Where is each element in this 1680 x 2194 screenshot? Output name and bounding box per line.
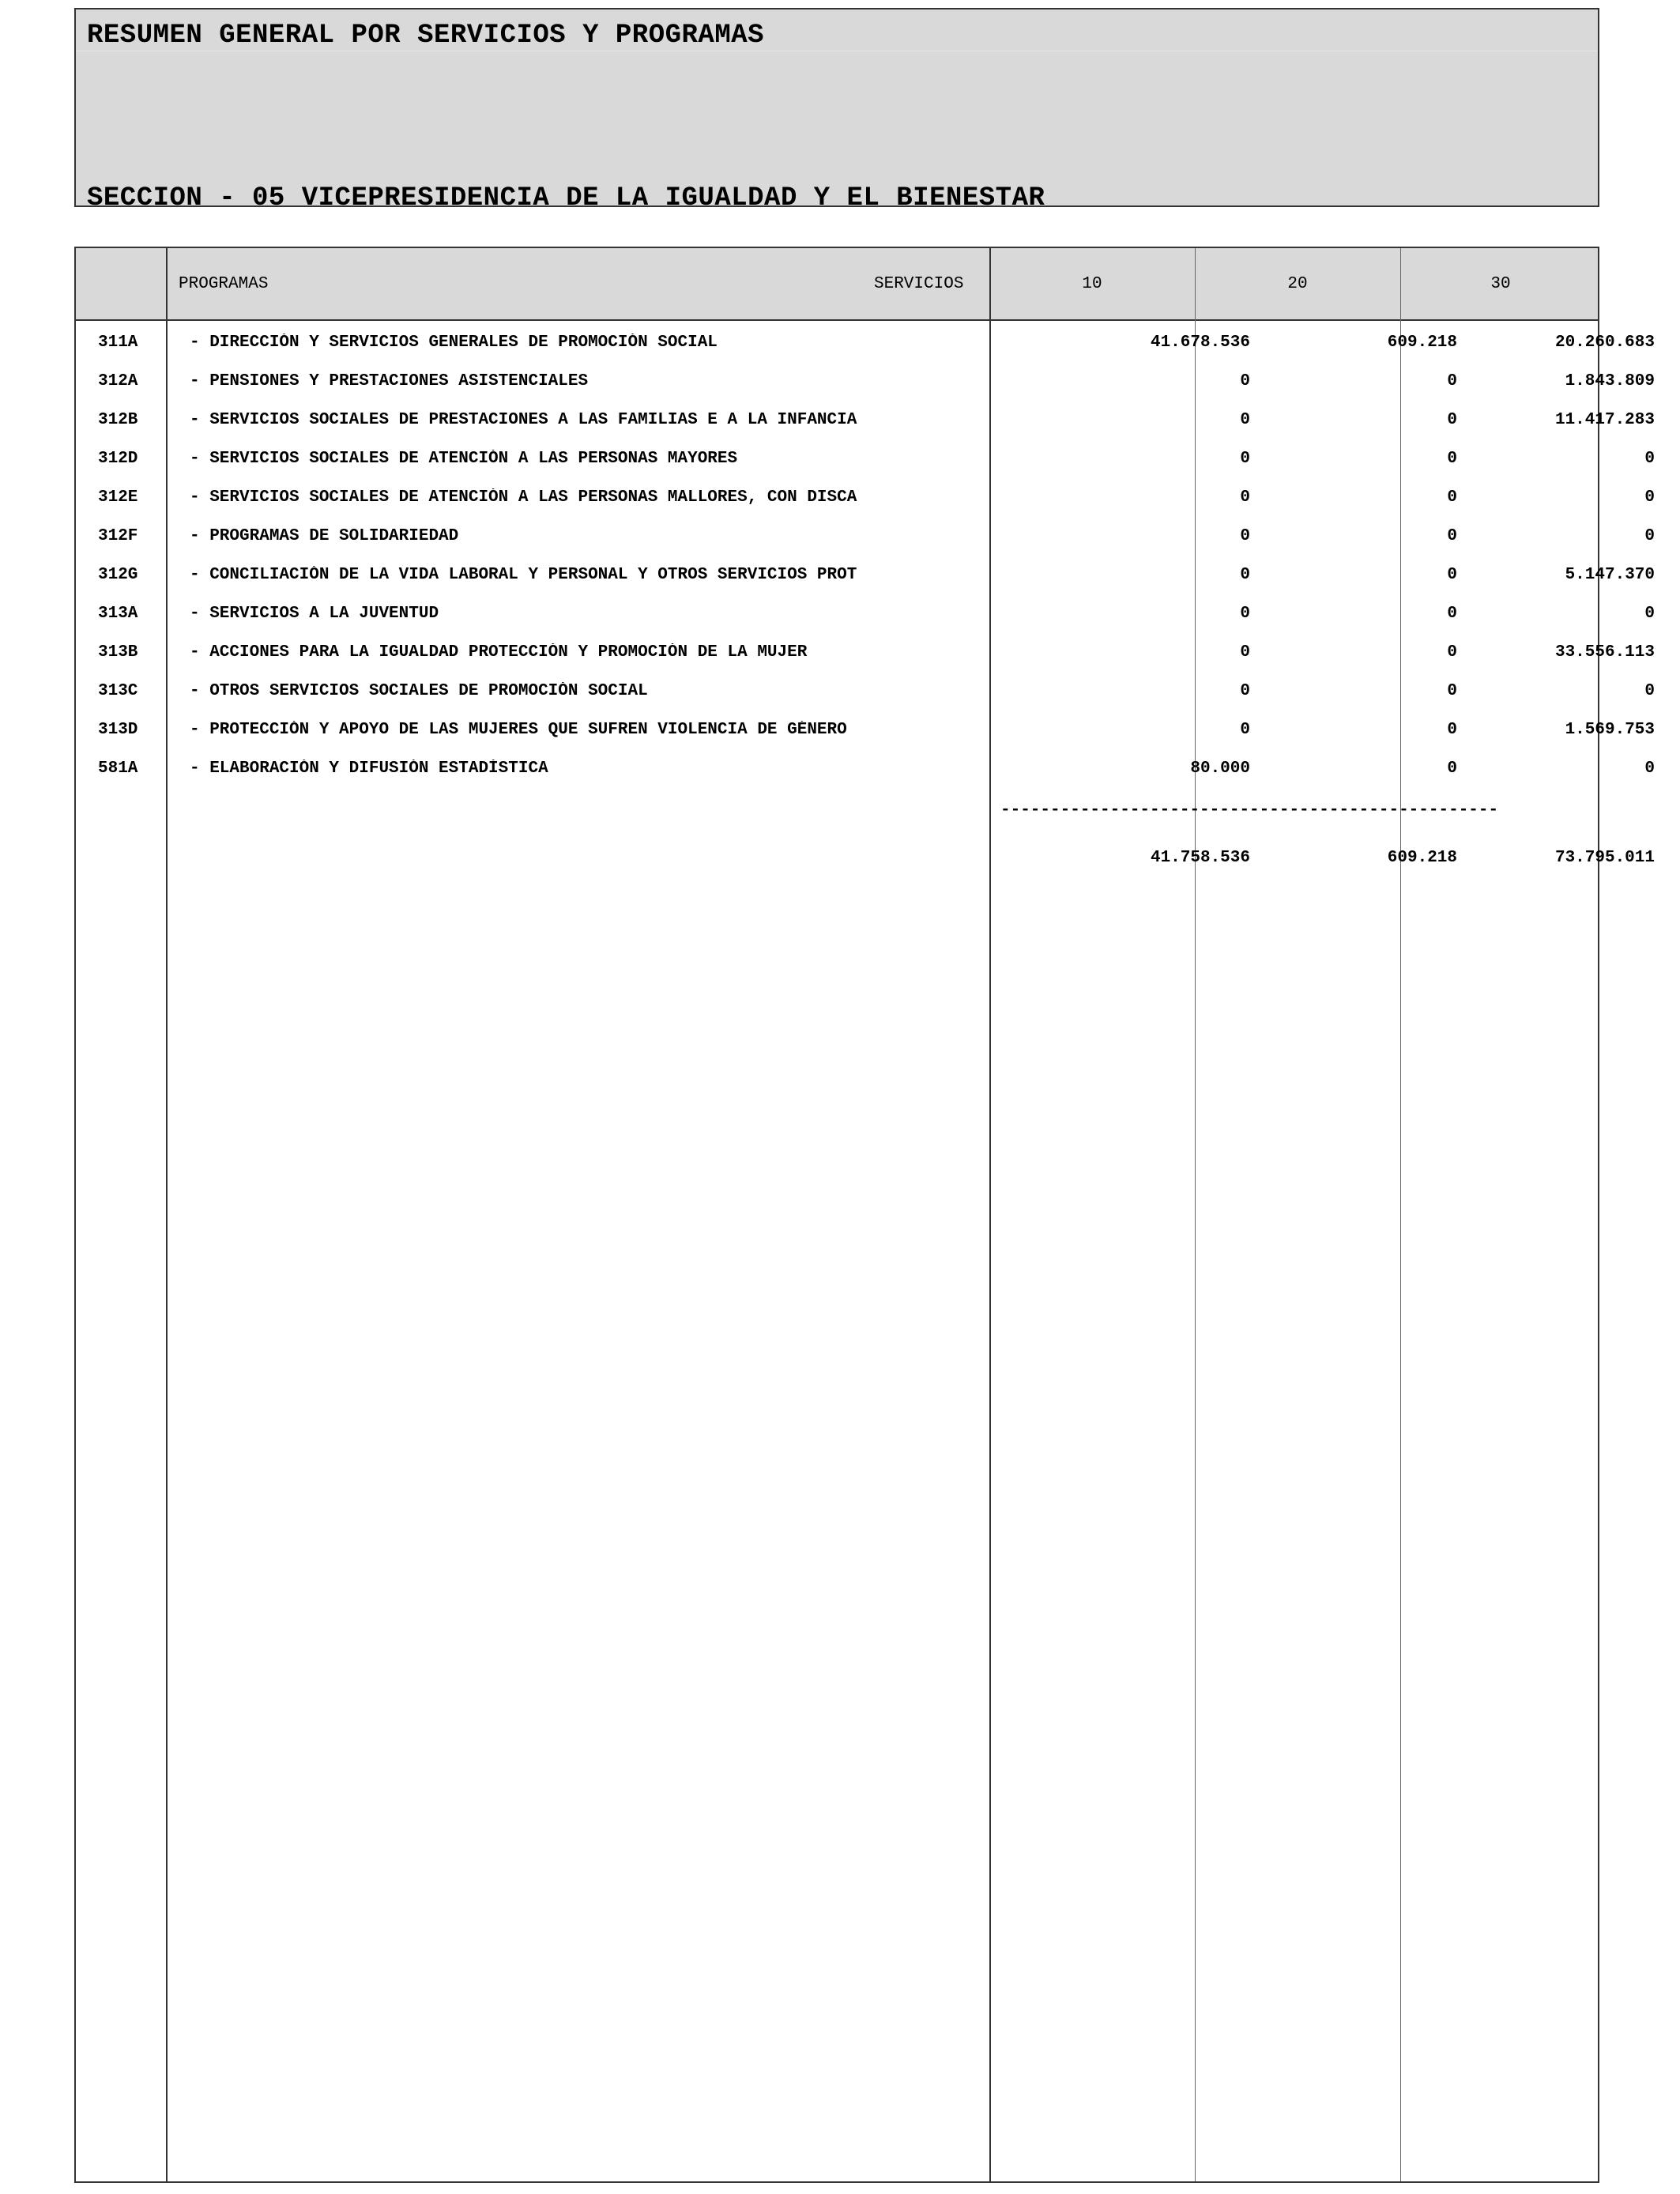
program-name: - CONCILIACIÓN DE LA VIDA LABORAL Y PERSONAL Y OTROS SERVICIOS PROT	[190, 566, 857, 584]
value-col-20: 0	[1447, 488, 1457, 507]
value-col-10: 80.000	[1190, 760, 1250, 778]
value-col-10: 0	[1240, 488, 1250, 507]
value-col-10: 0	[1240, 527, 1250, 545]
summary-table	[74, 247, 1655, 2183]
value-col-20: 0	[1447, 760, 1457, 778]
value-col-30: 0	[1644, 488, 1655, 507]
program-code: 313B	[98, 643, 138, 662]
value-col-30: 33.556.113	[1554, 643, 1655, 662]
table-row	[76, 556, 1655, 594]
program-code: 581A	[98, 760, 138, 778]
value-col-10: 0	[1240, 605, 1250, 623]
program-name: - PROGRAMAS DE SOLIDARIEDAD	[190, 527, 459, 545]
total-col-20: 609.218	[1387, 849, 1457, 867]
value-col-20: 0	[1447, 527, 1457, 545]
table-row	[76, 673, 1655, 711]
value-col-20: 0	[1447, 605, 1457, 623]
value-col-10: 0	[1240, 566, 1250, 584]
value-col-10: 0	[1240, 643, 1250, 662]
program-name: - SERVICIOS SOCIALES DE ATENCIÓN A LAS PERSONAS MAYORES	[190, 450, 738, 468]
total-separator: --------------------------------------------------	[1000, 801, 1499, 820]
table-row	[76, 518, 1655, 556]
report-header	[74, 8, 1599, 213]
table-row	[76, 750, 1655, 788]
value-col-30: 0	[1644, 605, 1655, 623]
value-col-30: 0	[1644, 682, 1655, 700]
section-title: SECCION - 05 VICEPRESIDENCIA DE LA IGUALDAD Y EL BIENESTAR	[87, 183, 1045, 213]
program-name: - SERVICIOS A LA JUVENTUD	[190, 605, 439, 623]
header-programas: PROGRAMAS	[179, 275, 269, 293]
table-row	[76, 324, 1655, 362]
value-col-10: 0	[1240, 450, 1250, 468]
value-col-20: 0	[1447, 721, 1457, 739]
program-code: 312A	[98, 372, 138, 390]
program-code: 311A	[98, 334, 138, 352]
table-row	[76, 711, 1655, 749]
value-col-30: 0	[1644, 760, 1655, 778]
value-col-30: 5.147.370	[1565, 566, 1655, 584]
program-code: 312F	[98, 527, 138, 545]
program-name: - SERVICIOS SOCIALES DE PRESTACIONES A LAS FAMILIAS E A LA INFANCIA	[190, 411, 857, 429]
program-name: - ACCIONES PARA LA IGUALDAD PROTECCIÓN Y PROMOCIÓN DE LA MUJER	[190, 643, 808, 662]
report-title: RESUMEN GENERAL POR SERVICIOS Y PROGRAMAS	[87, 21, 765, 51]
header-col-20: 20	[1287, 275, 1308, 293]
total-col-10: 41.758.536	[1150, 849, 1250, 867]
value-col-10: 0	[1240, 372, 1250, 390]
table-row	[76, 479, 1655, 517]
table-row	[76, 401, 1655, 439]
table-row	[76, 595, 1655, 633]
header-servicios: SERVICIOS	[874, 275, 964, 293]
value-col-30: 11.417.283	[1554, 411, 1655, 429]
program-code: 313A	[98, 605, 138, 623]
value-col-20: 0	[1447, 566, 1457, 584]
program-name: - OTROS SERVICIOS SOCIALES DE PROMOCIÓN SOCIAL	[190, 682, 648, 700]
totals-row	[76, 839, 1655, 877]
program-code: 312B	[98, 411, 138, 429]
value-col-30: 0	[1644, 450, 1655, 468]
table-row	[76, 634, 1655, 672]
value-col-20: 0	[1447, 643, 1457, 662]
value-col-20: 0	[1447, 411, 1457, 429]
program-code: 312D	[98, 450, 138, 468]
value-col-10: 41.678.536	[1150, 334, 1250, 352]
value-col-10: 0	[1240, 682, 1250, 700]
program-name: - ELABORACIÓN Y DIFUSIÓN ESTADÍSTICA	[190, 760, 548, 778]
value-col-30: 1.843.809	[1565, 372, 1655, 390]
program-name: - DIRECCIÓN Y SERVICIOS GENERALES DE PROMOCIÓN SOCIAL	[190, 334, 718, 352]
program-name: - PENSIONES Y PRESTACIONES ASISTENCIALES	[190, 372, 589, 390]
value-col-10: 0	[1240, 721, 1250, 739]
program-code: 312E	[98, 488, 138, 507]
value-col-20: 0	[1447, 372, 1457, 390]
program-code: 312G	[98, 566, 138, 584]
table-row	[76, 363, 1655, 401]
header-col-30: 30	[1490, 275, 1511, 293]
value-col-30: 0	[1644, 527, 1655, 545]
value-col-10: 0	[1240, 411, 1250, 429]
program-name: - SERVICIOS SOCIALES DE ATENCIÓN A LAS PERSONAS MALLORES, CON DISCA	[190, 488, 857, 507]
program-name: - PROTECCIÓN Y APOYO DE LAS MUJERES QUE SUFREN VIOLENCIA DE GÉNERO	[190, 721, 847, 739]
value-col-30: 20.260.683	[1554, 334, 1655, 352]
value-col-20: 609.218	[1387, 334, 1457, 352]
value-col-30: 1.569.753	[1565, 721, 1655, 739]
total-col-30: 73.795.011	[1554, 849, 1655, 867]
program-code: 313C	[98, 682, 138, 700]
header-col-10: 10	[1082, 275, 1102, 293]
table-row	[76, 440, 1655, 478]
program-code: 313D	[98, 721, 138, 739]
value-col-20: 0	[1447, 450, 1457, 468]
value-col-20: 0	[1447, 682, 1457, 700]
